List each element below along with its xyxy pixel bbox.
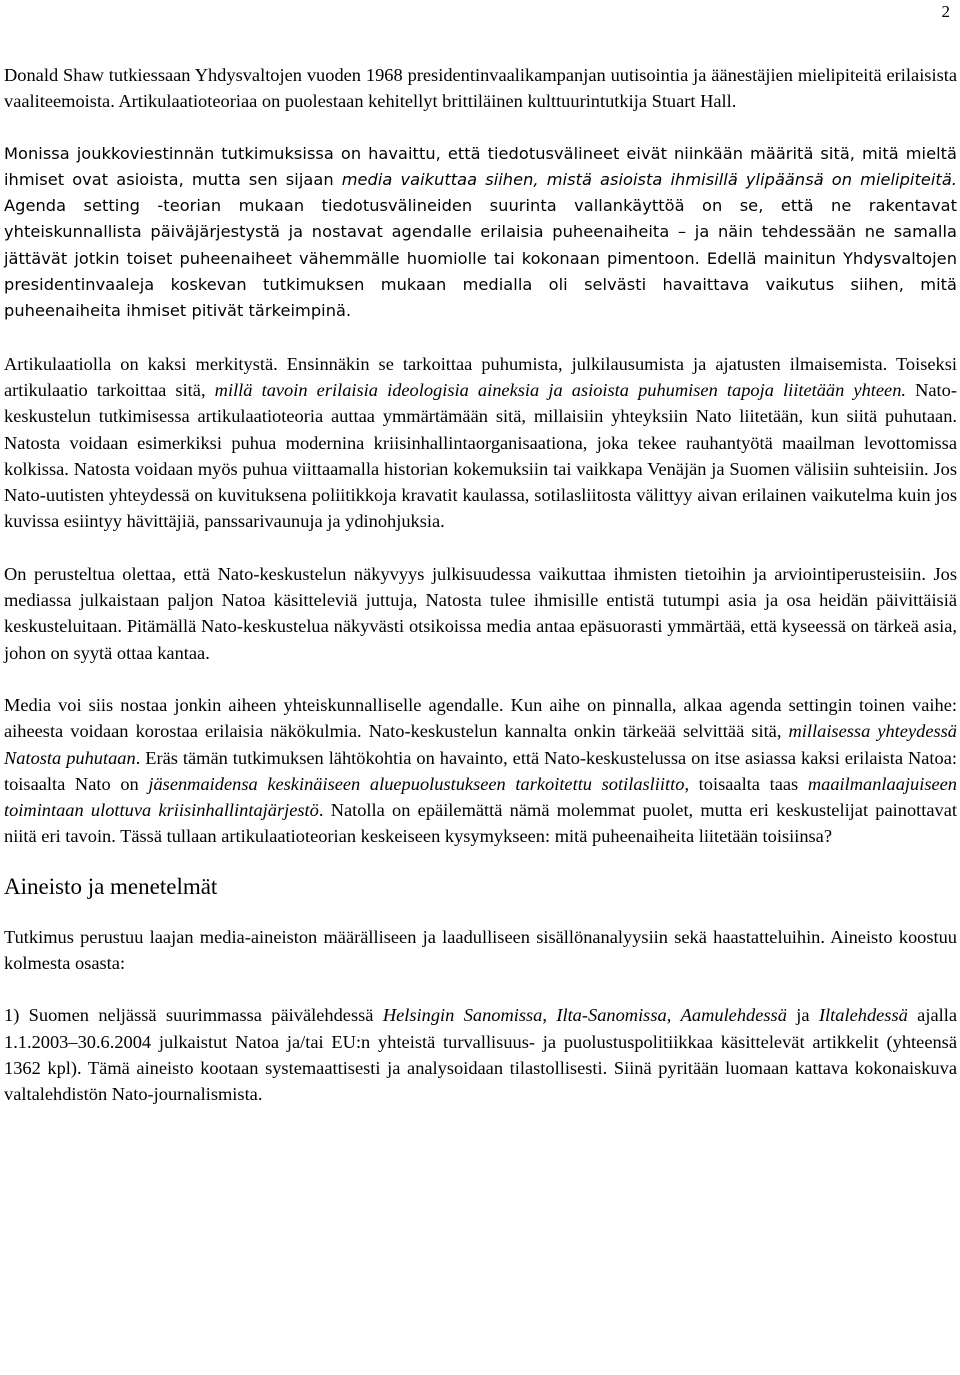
paragraph-method: Tutkimus perustuu laajan media-aineiston määrälliseen ja laadulliseen sisällönanalyysiin sekä haastatteluihin. Aineisto koostuu kolmesta osasta: — [4, 926, 957, 974]
section-heading: Aineisto ja menetelmät — [4, 873, 218, 899]
paragraph-agenda-setting: Monissa joukkoviestinnän tutkimuksissa on havaittu, että tiedotusvälineet eivät niinkään määritä sitä, mitä mieltä ihmiset ovat asioista, mutta sen sijaan media vaikuttaa siihen, mistä asioista ihmisillä ylipäänsä on mielipiteitä. Agenda setting -teorian mukaan tiedotusvälineiden suurinta vallankäyttöä on se, että ne rakentavat yhteiskunnallista päiväjärjestystä ja nostavat agendalle erilaisia puheenaiheita – ja näin tehdessään ne samalla jättävät jotkin toiset puheenaiheet vähemmälle huomiolle tai kokonaan pimentoon. Edellä mainitun Yhdysvaltojen presidentinvaaleja koskevan tutkimuksen mukaan medialla oli selvästi havaittava vaikutus siihen, mitä puheenaiheita ihmiset pitivät tärkeimpinä. — [4, 143, 957, 321]
paragraph-two-natos: Media voi siis nostaa jonkin aiheen yhteiskunnalliselle agendalle. Kun aihe on pinnalla, alkaa agenda settingin toinen vaihe: aiheesta voidaan korostaa erilaisia näkökulmia. Nato-keskustelun kannalta onkin tärkeää selvittää sitä, millaisessa yhteydessä Natosta puhutaan. Eräs tämän tutkimuksen lähtökohtia on havainto, että Nato-keskustelussa on itse asiassa kaksi erilaista Natoa: toisaalta Nato on jäsenmaidensa keskinäiseen aluepuolustukseen tarkoitettu sotilasliitto, toisaalta taas maailmanlaajuiseen toimintaan ulottuva kriisinhallintajärjestö. Natolla on epäilemättä nämä molemmat puolet, mutta eri keskustelijat painottavat niitä eri tavoin. Tässä tullaan artikulaatioteorian keskeiseen kysymykseen: mitä puheenaiheita liitetään toisiinsa? — [4, 694, 958, 847]
document-body — [4, 62, 957, 1108]
paragraph-visibility: On perusteltua olettaa, että Nato-keskustelun näkyvyys julkisuudessa vaikuttaa ihmisten tietoihin ja arviointiperusteisiin. Jos mediassa julkaistaan paljon Natoa käsitteleviä juttuja, Natosta tulee ihmisille entistä tutumpi asia ja osa heidän päivittäisiä keskusteluitaan. Pitämällä Nato-keskustelua näkyvästi otsikoissa media antaa epäsuorasti ymmärtää, että kyseessä on tärkeä asia, johon on syytä ottaa kantaa. — [4, 563, 957, 663]
paragraph-intro: Donald Shaw tutkiessaan Yhdysvaltojen vuoden 1968 presidentinvaalikampanjan uutisointia ja äänestäjien mielipiteitä erilaisista vaaliteemoista. Artikulaatioteoriaa on puolestaan kehitellyt brittiläinen kulttuurintutkija Stuart Hall. — [4, 65, 957, 112]
paragraph-articulation: Artikulaatiolla on kaksi merkitystä. Ensinnäkin se tarkoittaa puhumista, julkilausumista ja ajatusten ilmaisemista. Toiseksi artikulaatio tarkoittaa sitä, millä tavoin erilaisia ideologisia aineksia ja asioista puhumisen tapoja liitetään yhteen. Nato-keskustelun tutkimisessa artikulaatioteoria auttaa ymmärtämään sitä, millaisiin yhteyksiin Nato liitetään, kun siitä puhutaan. Natosta voidaan esimerkiksi puhua modernina kriisinhallintaorganisaationa, joka tekee rauhantyötä maailman levottomissa kolkissa. Natosta voidaan myös puhua viittaamalla historian kokemuksiin tai vaikkapa Venäjän ja Suomen välisiin suhteisiin. Jos Nato-uutisten yhteydessä on kuvituksena poliitikkoja kravatit kaulassa, sotilasliitosta välittyy aivan erilainen vaikutelma kuin jos kuvissa esiintyy hävittäjiä, panssarivaunuja ja ydinohjuksia. — [4, 353, 957, 532]
page-number: 2 — [941, 2, 950, 21]
paragraph-material-list-item-1: 1) Suomen neljässä suurimmassa päivälehdessä Helsingin Sanomissa, Ilta-Sanomissa, Aamulehdessä ja Iltalehdessä ajalla 1.1.2003–30.6.2004 julkaistut Natoa ja/tai EU:n yhteistä turvallisuus- ja puolustuspolitiikkaa käsittelevät artikkelit (yhteensä 1362 kpl). Tämä aineisto kootaan systemaattisesti ja analysoidaan tilastollisesti. Siinä pyritään luomaan kattava kokonaiskuva valtalehdistön Nato-journalismista. — [4, 1005, 957, 1105]
